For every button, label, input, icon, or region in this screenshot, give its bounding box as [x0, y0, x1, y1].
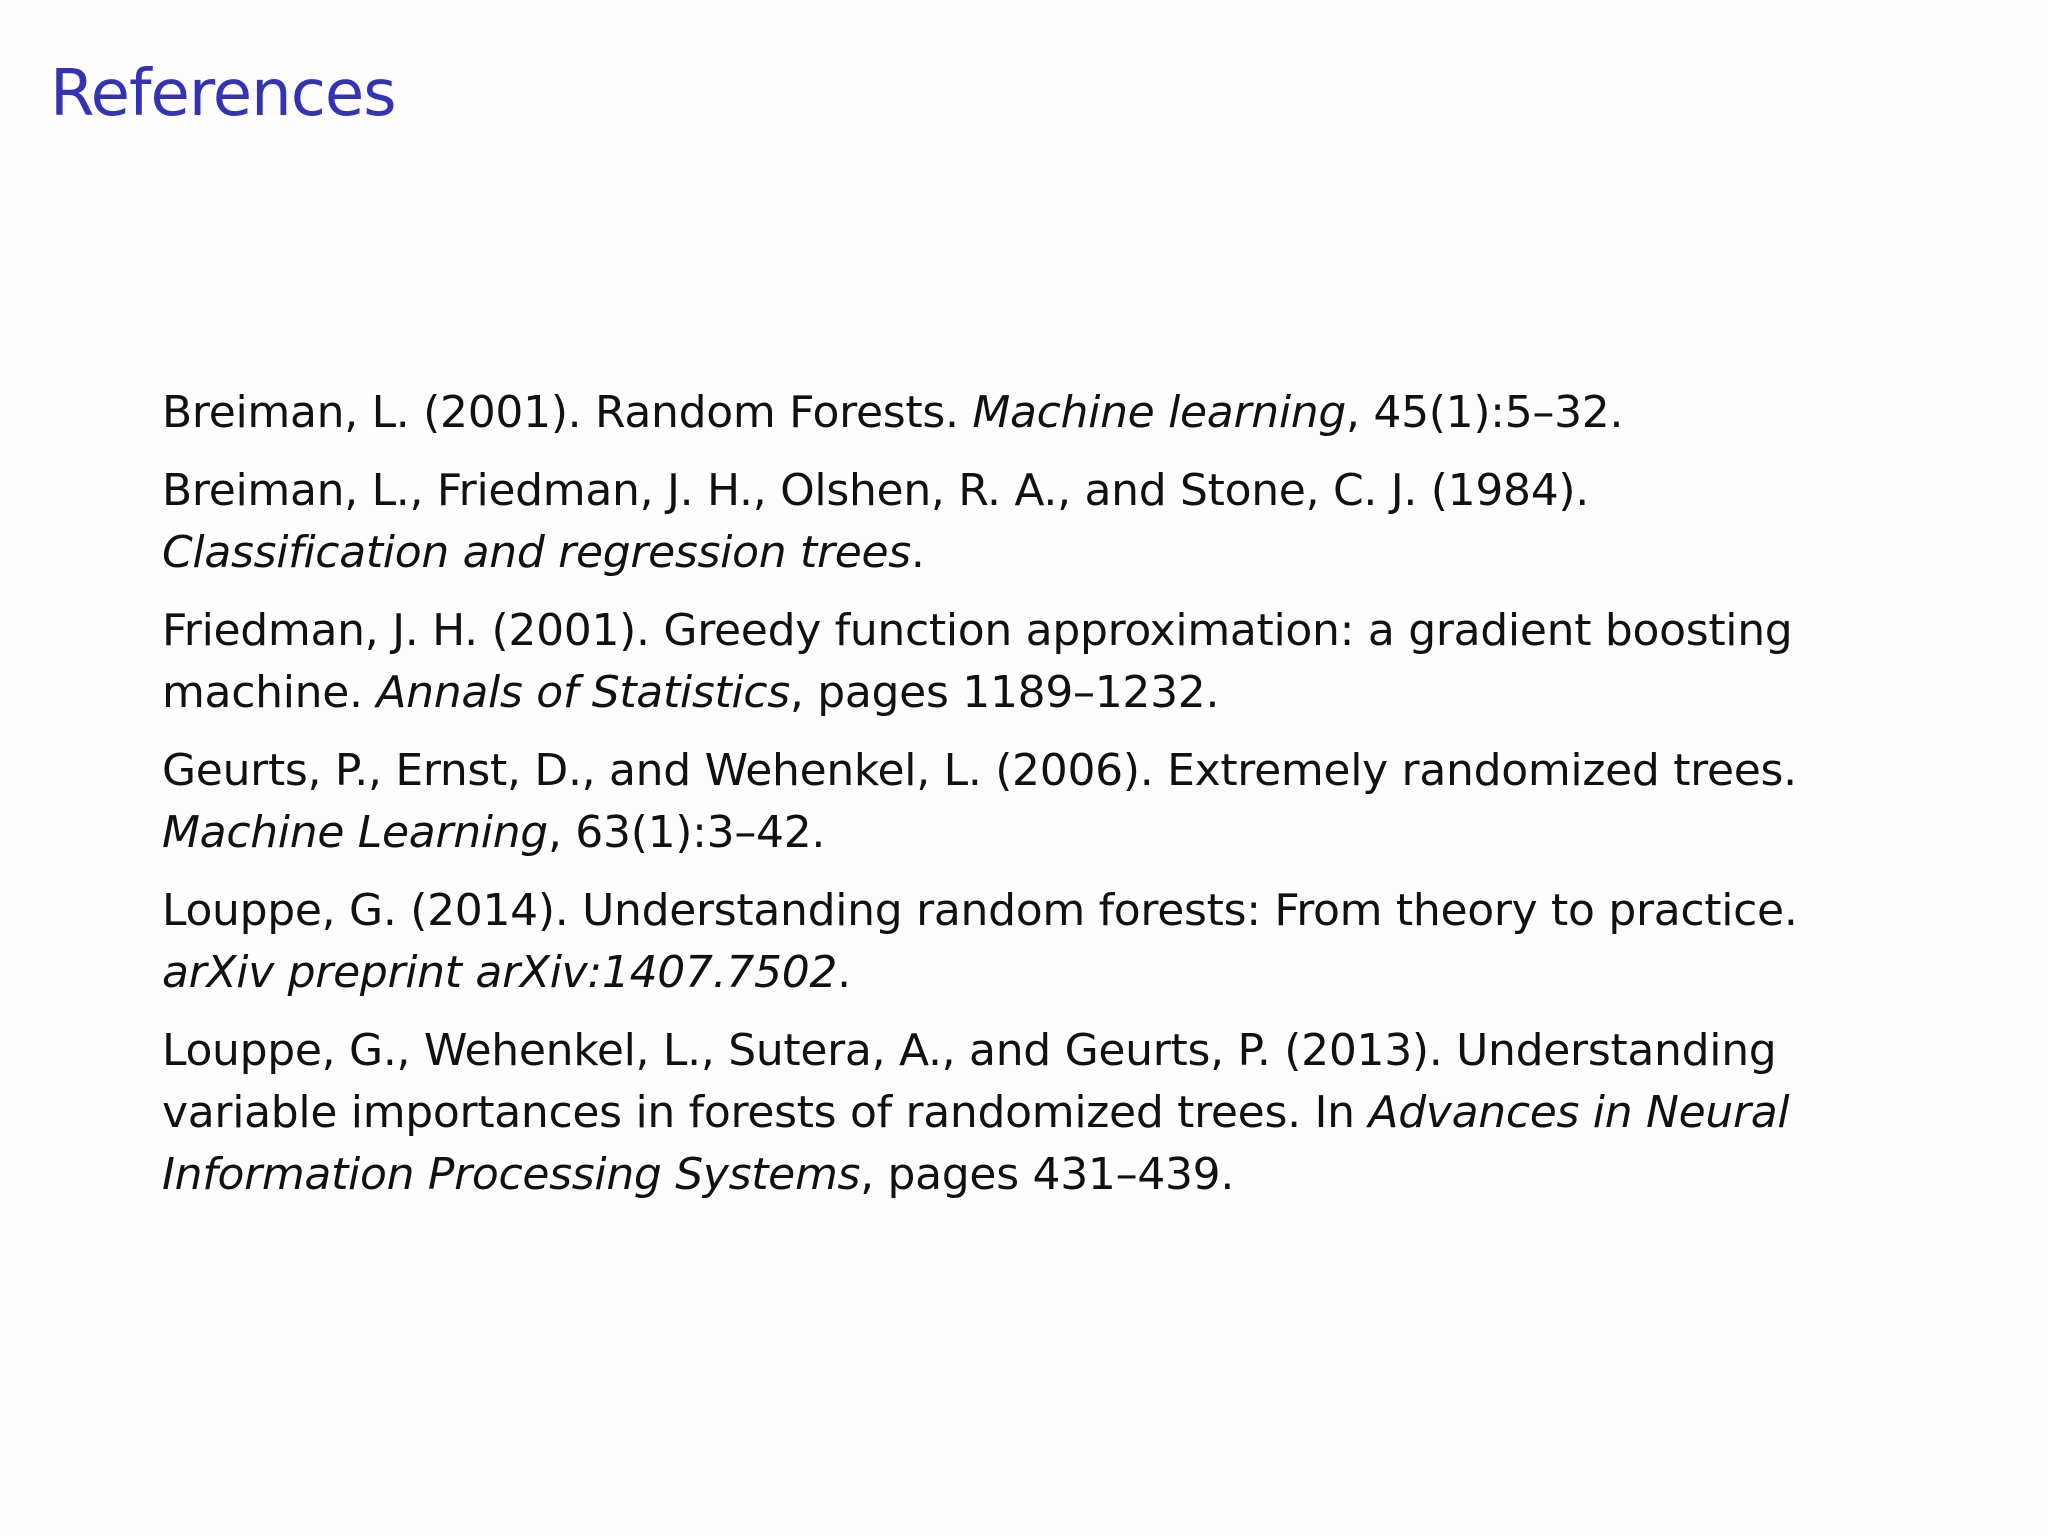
reference-venue: arXiv preprint arXiv:1407.7502 [162, 947, 838, 998]
reference-venue: Advances in Neural [1368, 1087, 1790, 1138]
reference-line [162, 1020, 1862, 1082]
reference-line [162, 942, 1862, 1004]
reference-venue: Machine Learning [162, 807, 548, 858]
reference-list [162, 382, 1862, 1222]
reference-text: Breiman, L. (2001). Random Forests. [162, 387, 973, 438]
reference-text: variable importances in forests of randomized trees. In [162, 1087, 1369, 1138]
reference-line [162, 1144, 1862, 1206]
reference-text: . [837, 947, 851, 998]
reference-text: , pages 431–439. [860, 1149, 1235, 1200]
reference-line [162, 880, 1862, 942]
reference-text: machine. [162, 667, 377, 718]
reference-line [162, 662, 1862, 724]
reference-venue: Classification and regression trees [162, 527, 911, 578]
reference-item [162, 600, 1862, 724]
reference-line [162, 1082, 1862, 1144]
reference-line [162, 522, 1862, 584]
reference-venue: Machine learning [972, 387, 1346, 438]
reference-line [162, 740, 1862, 802]
reference-line [162, 460, 1862, 522]
reference-text: , 63(1):3–42. [547, 807, 826, 858]
reference-venue: Annals of Statistics [376, 667, 790, 718]
reference-item [162, 740, 1862, 864]
reference-item [162, 880, 1862, 1004]
reference-item [162, 1020, 1862, 1206]
reference-line [162, 382, 1862, 444]
reference-text: . [910, 527, 925, 578]
reference-text: Breiman, L., Friedman, J. H., Olshen, R. A., and Stone, C. J. (1984). [162, 465, 1589, 516]
reference-line [162, 600, 1862, 662]
reference-text: Geurts, P., Ernst, D., and Wehenkel, L. (2006). Extremely randomized trees. [162, 745, 1797, 796]
page-title: References [50, 57, 396, 131]
reference-text: , 45(1):5–32. [1346, 387, 1624, 438]
reference-line [162, 802, 1862, 864]
reference-text: Louppe, G., Wehenkel, L., Sutera, A., and Geurts, P. (2013). Understanding [162, 1025, 1777, 1076]
reference-item [162, 460, 1862, 584]
reference-item [162, 382, 1862, 444]
reference-text: , pages 1189–1232. [789, 667, 1220, 718]
reference-venue: Information Processing Systems [162, 1149, 861, 1200]
reference-text: Friedman, J. H. (2001). Greedy function approximation: a gradient boosting [162, 605, 1793, 656]
reference-text: Louppe, G. (2014). Understanding random forests: From theory to practice. [162, 885, 1798, 936]
